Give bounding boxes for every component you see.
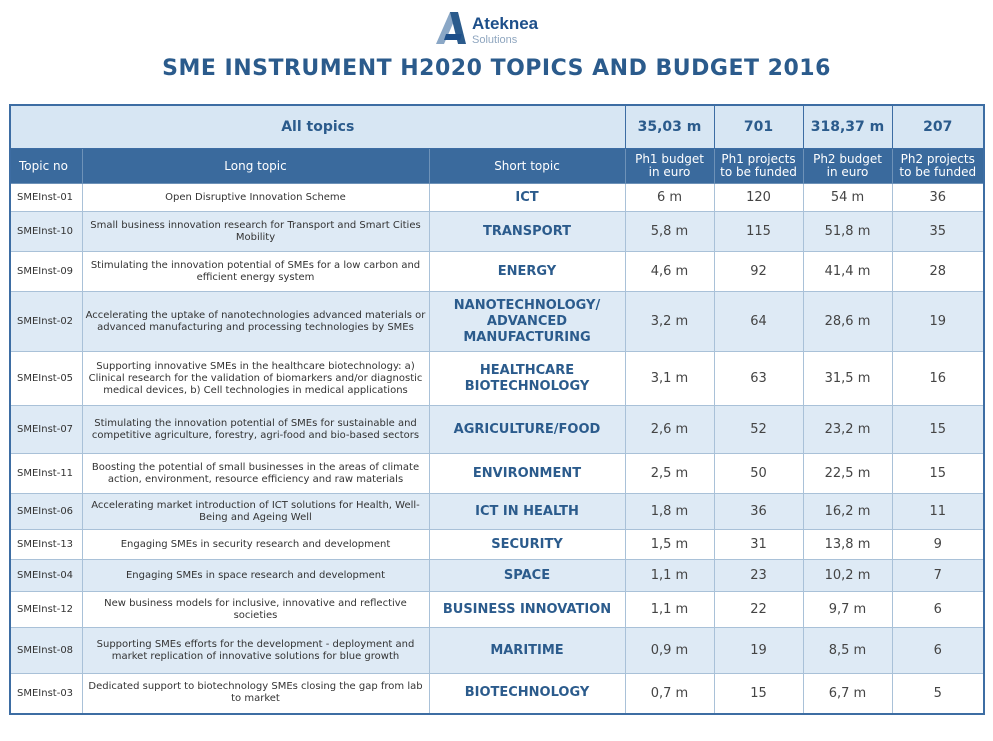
- ph2-budget: 22,5 m: [803, 454, 892, 494]
- short-topic: ENVIRONMENT: [429, 454, 625, 494]
- ph1-budget: 1,8 m: [625, 494, 714, 530]
- long-topic: Boosting the potential of small businesses in the areas of climate action, environment, resource efficiency and raw materials: [82, 454, 429, 494]
- header-ph1-budget: Ph1 budget in euro: [625, 149, 714, 184]
- ph2-budget: 6,7 m: [803, 674, 892, 714]
- table-row: [10, 674, 984, 714]
- short-topic: HEALTHCARE BIOTECHNOLOGY: [429, 352, 625, 406]
- ph1-projects: 52: [714, 406, 803, 454]
- table-row: [10, 530, 984, 560]
- long-topic: Small business innovation research for Transport and Smart Cities Mobility: [82, 212, 429, 252]
- logo-mark-icon: [432, 10, 468, 46]
- page-title: SME INSTRUMENT H2020 TOPICS AND BUDGET 2016: [162, 56, 831, 81]
- short-topic: BIOTECHNOLOGY: [429, 674, 625, 714]
- table-row: [10, 352, 984, 406]
- ph1-projects: 92: [714, 252, 803, 292]
- short-topic: NANOTECHNOLOGY/ ADVANCED MANUFACTURING: [429, 292, 625, 352]
- ph1-budget: 2,6 m: [625, 406, 714, 454]
- ph2-projects: 6: [892, 628, 984, 674]
- ph2-budget: 8,5 m: [803, 628, 892, 674]
- ph1-budget: 3,1 m: [625, 352, 714, 406]
- short-topic: ENERGY: [429, 252, 625, 292]
- ph1-projects: 36: [714, 494, 803, 530]
- topics-table: [9, 104, 985, 715]
- long-topic: Accelerating the uptake of nanotechnologies advanced materials or advanced manufacturing and processing technologies by SMEs: [82, 292, 429, 352]
- ph2-projects: 35: [892, 212, 984, 252]
- ph2-projects: 16: [892, 352, 984, 406]
- ph1-projects: 64: [714, 292, 803, 352]
- header-topic-no: Topic no: [10, 149, 82, 184]
- ph1-budget: 6 m: [625, 184, 714, 212]
- ph1-projects: 63: [714, 352, 803, 406]
- ph2-projects: 11: [892, 494, 984, 530]
- ph1-budget: 5,8 m: [625, 212, 714, 252]
- ph1-budget: 4,6 m: [625, 252, 714, 292]
- short-topic: AGRICULTURE/FOOD: [429, 406, 625, 454]
- ph2-projects: 6: [892, 592, 984, 628]
- totals-ph2-budget: 318,37 m: [803, 105, 892, 149]
- ph1-budget: 3,2 m: [625, 292, 714, 352]
- long-topic: Stimulating the innovation potential of SMEs for a low carbon and efficient energy system: [82, 252, 429, 292]
- topic-code: SMEInst-01: [10, 184, 82, 212]
- ph1-projects: 19: [714, 628, 803, 674]
- table-row: [10, 628, 984, 674]
- ph1-projects: 15: [714, 674, 803, 714]
- ph1-projects: 31: [714, 530, 803, 560]
- ph1-projects: 50: [714, 454, 803, 494]
- topic-code: SMEInst-06: [10, 494, 82, 530]
- topic-code: SMEInst-11: [10, 454, 82, 494]
- brand-subtitle: Solutions: [472, 34, 518, 46]
- table-row: [10, 252, 984, 292]
- ph2-budget: 28,6 m: [803, 292, 892, 352]
- ph2-projects: 28: [892, 252, 984, 292]
- brand-name: Ateknea: [472, 14, 539, 33]
- short-topic: ICT IN HEALTH: [429, 494, 625, 530]
- ph1-budget: 1,1 m: [625, 560, 714, 592]
- header-ph2-budget: Ph2 budget in euro: [803, 149, 892, 184]
- ph2-projects: 5: [892, 674, 984, 714]
- ph2-budget: 54 m: [803, 184, 892, 212]
- ph2-projects: 7: [892, 560, 984, 592]
- topic-code: SMEInst-13: [10, 530, 82, 560]
- long-topic: New business models for inclusive, innovative and reflective societies: [82, 592, 429, 628]
- header-long-topic: Long topic: [82, 149, 429, 184]
- long-topic: Supporting innovative SMEs in the healthcare biotechnology: a) Clinical research for the validation of biomarkers and/or diagnostic medical devices, b) Cell technologies in medical applications: [82, 352, 429, 406]
- ph2-budget: 41,4 m: [803, 252, 892, 292]
- short-topic: SPACE: [429, 560, 625, 592]
- short-topic: BUSINESS INNOVATION: [429, 592, 625, 628]
- table-row: [10, 292, 984, 352]
- header-ph2-projects: Ph2 projects to be funded: [892, 149, 984, 184]
- ph1-projects: 22: [714, 592, 803, 628]
- topic-code: SMEInst-02: [10, 292, 82, 352]
- ph1-budget: 2,5 m: [625, 454, 714, 494]
- totals-ph1-budget: 35,03 m: [625, 105, 714, 149]
- topic-code: SMEInst-08: [10, 628, 82, 674]
- ph2-projects: 15: [892, 406, 984, 454]
- ph1-budget: 1,5 m: [625, 530, 714, 560]
- ph2-projects: 19: [892, 292, 984, 352]
- table-row: [10, 212, 984, 252]
- short-topic: SECURITY: [429, 530, 625, 560]
- long-topic: Engaging SMEs in security research and development: [82, 530, 429, 560]
- ph2-budget: 31,5 m: [803, 352, 892, 406]
- ph1-projects: 115: [714, 212, 803, 252]
- topic-code: SMEInst-09: [10, 252, 82, 292]
- long-topic: Open Disruptive Innovation Scheme: [82, 184, 429, 212]
- totals-row: [10, 105, 984, 149]
- topic-code: SMEInst-03: [10, 674, 82, 714]
- header-short-topic: Short topic: [429, 149, 625, 184]
- brand-logo: [432, 10, 572, 50]
- totals-label: All topics: [10, 105, 625, 149]
- ph1-budget: 1,1 m: [625, 592, 714, 628]
- long-topic: Supporting SMEs efforts for the development - deployment and market replication of innovative solutions for blue growth: [82, 628, 429, 674]
- topic-code: SMEInst-04: [10, 560, 82, 592]
- ph2-budget: 51,8 m: [803, 212, 892, 252]
- ph2-budget: 10,2 m: [803, 560, 892, 592]
- header-row: [10, 149, 984, 184]
- ph2-projects: 36: [892, 184, 984, 212]
- table-row: [10, 494, 984, 530]
- table-row: [10, 560, 984, 592]
- ph1-budget: 0,9 m: [625, 628, 714, 674]
- ph1-budget: 0,7 m: [625, 674, 714, 714]
- short-topic: MARITIME: [429, 628, 625, 674]
- ph1-projects: 120: [714, 184, 803, 212]
- topic-code: SMEInst-05: [10, 352, 82, 406]
- short-topic: ICT: [429, 184, 625, 212]
- ph2-budget: 16,2 m: [803, 494, 892, 530]
- topic-code: SMEInst-07: [10, 406, 82, 454]
- ph2-budget: 9,7 m: [803, 592, 892, 628]
- ph2-budget: 23,2 m: [803, 406, 892, 454]
- table-row: [10, 592, 984, 628]
- table-body: [10, 184, 984, 714]
- table-row: [10, 406, 984, 454]
- ph1-projects: 23: [714, 560, 803, 592]
- long-topic: Engaging SMEs in space research and development: [82, 560, 429, 592]
- ph2-projects: 9: [892, 530, 984, 560]
- totals-ph2-projects: 207: [892, 105, 984, 149]
- ph2-projects: 15: [892, 454, 984, 494]
- long-topic: Stimulating the innovation potential of SMEs for sustainable and competitive agriculture, forestry, agri-food and bio-based sectors: [82, 406, 429, 454]
- topic-code: SMEInst-12: [10, 592, 82, 628]
- long-topic: Dedicated support to biotechnology SMEs closing the gap from lab to market: [82, 674, 429, 714]
- totals-ph1-projects: 701: [714, 105, 803, 149]
- header-ph1-projects: Ph1 projects to be funded: [714, 149, 803, 184]
- table-row: [10, 454, 984, 494]
- ph2-budget: 13,8 m: [803, 530, 892, 560]
- topic-code: SMEInst-10: [10, 212, 82, 252]
- long-topic: Accelerating market introduction of ICT solutions for Health, Well-Being and Ageing Well: [82, 494, 429, 530]
- table-row: [10, 184, 984, 212]
- short-topic: TRANSPORT: [429, 212, 625, 252]
